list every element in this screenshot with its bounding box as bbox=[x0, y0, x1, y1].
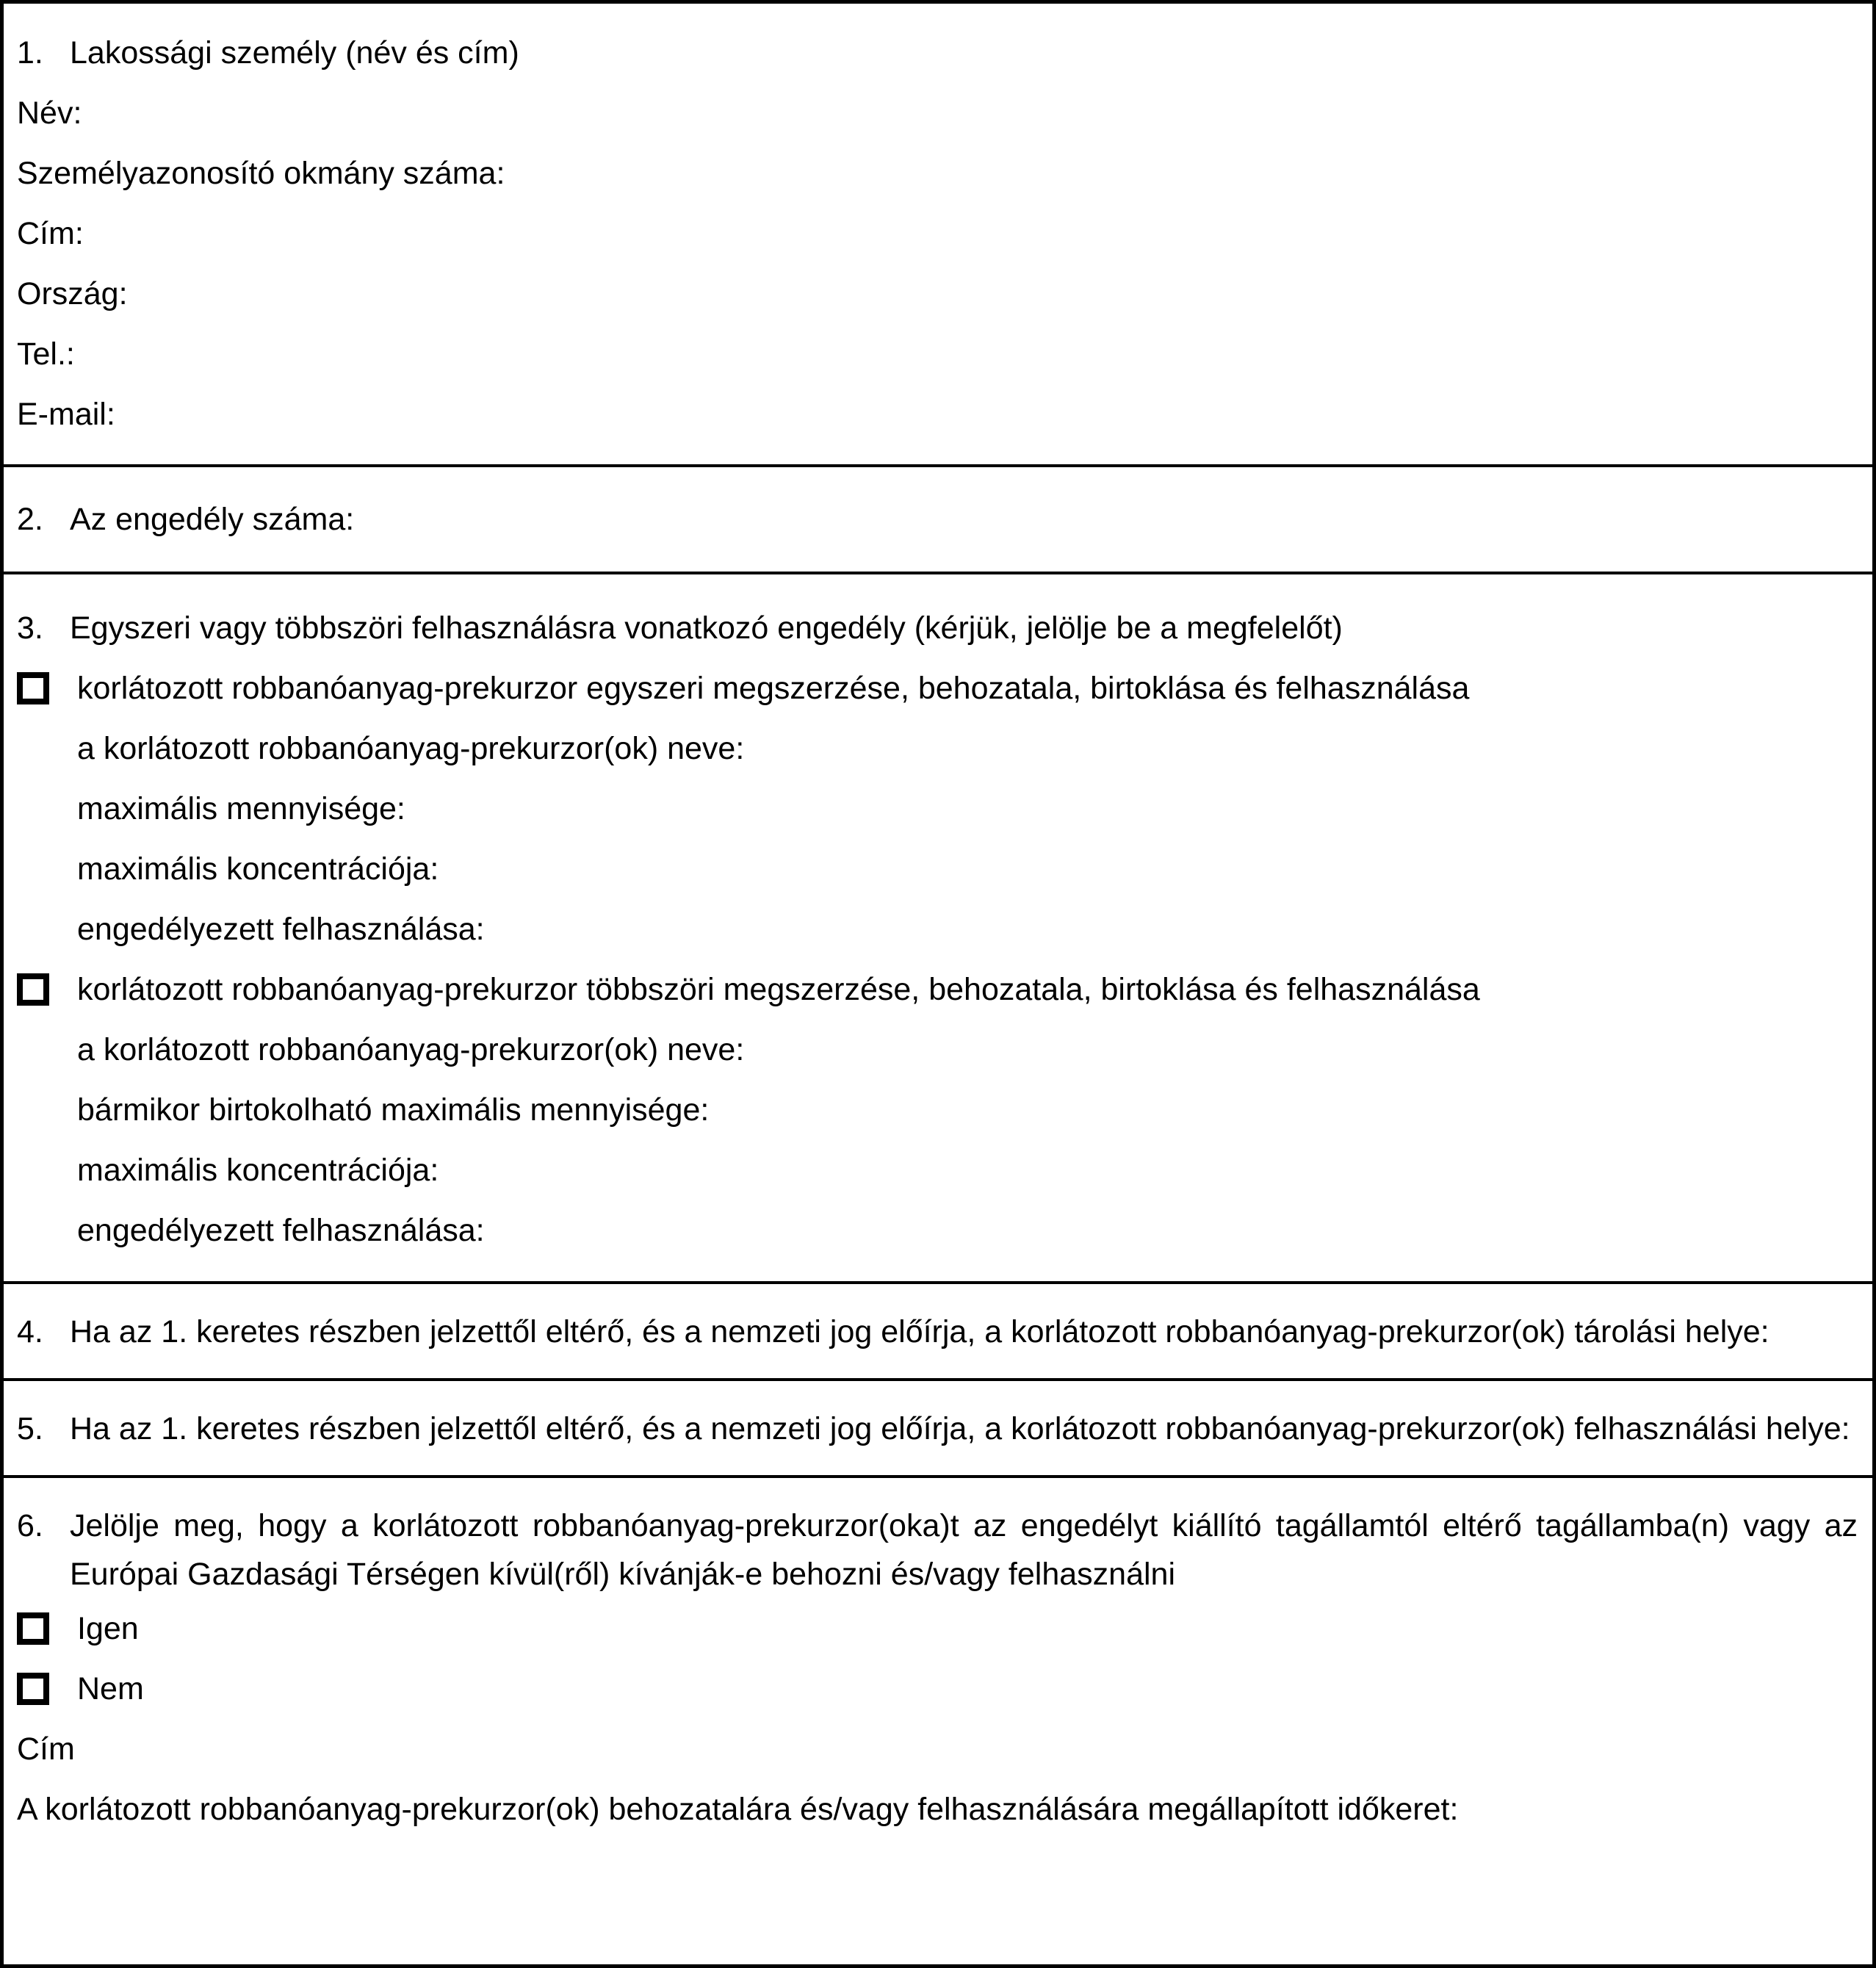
field-label-barmikor-max-mennyiseg: bármikor birtokolható maximális mennyisége: bbox=[77, 1092, 710, 1128]
option-nem bbox=[17, 1659, 1858, 1719]
section-title: Ha az 1. keretes részben jelzettől eltérő, és a nemzeti jog előírja, a korlátozott robbanóanyag-prekurzor(ok) tárolási helye: bbox=[70, 1314, 1769, 1349]
form-section-3 bbox=[4, 574, 1872, 1284]
section-number: 2. bbox=[17, 502, 43, 537]
field-label-engedelyezett-felhasznalas: engedélyezett felhasználása: bbox=[77, 1213, 485, 1248]
field-label-engedelyezett-felhasznalas: engedélyezett felhasználása: bbox=[77, 912, 485, 947]
section-title: Ha az 1. keretes részben jelzettől eltérő, és a nemzeti jog előírja, a korlátozott robbanóanyag-prekurzor(ok) felhasználási helye: bbox=[70, 1411, 1850, 1446]
field-label-max-koncentracio: maximális koncentrációja: bbox=[77, 1153, 439, 1188]
field-label-nev: Név: bbox=[17, 95, 82, 131]
form-section-5 bbox=[4, 1381, 1872, 1478]
section-number: 6. bbox=[17, 1508, 43, 1543]
form-section-4 bbox=[4, 1284, 1872, 1381]
checkbox-cell bbox=[17, 1598, 77, 1659]
checkbox-cell bbox=[17, 959, 77, 1020]
section-title: Egyszeri vagy többszöri felhasználásra vonatkozó engedély (kérjük, jelölje be a megfelelőt) bbox=[70, 610, 1343, 646]
section-title: Az engedély száma: bbox=[70, 502, 355, 537]
section-number: 3. bbox=[17, 610, 43, 646]
option-multiple-use bbox=[17, 959, 1858, 1020]
checkbox-multiple-use-icon[interactable] bbox=[17, 973, 49, 1006]
option-label: Igen bbox=[77, 1611, 139, 1646]
form-section-1 bbox=[4, 4, 1872, 467]
field-label-cim: Cím: bbox=[17, 216, 84, 251]
field-label-orszag: Ország: bbox=[17, 276, 128, 311]
field-label-cim: Cím bbox=[17, 1731, 75, 1767]
section-title: Jelölje meg, hogy a korlátozott robbanóanyag-prekurzor(oka)t az engedélyt kiállító tagállamtól eltérő tagállamba(n) vagy az Európai Gazdasági Térségen kívül(ről) kívánják-e behozni és/vagy felhasználni bbox=[70, 1508, 1858, 1592]
section-title: Lakossági személy (név és cím) bbox=[70, 35, 519, 71]
option-igen bbox=[17, 1598, 1858, 1659]
option-single-use bbox=[17, 658, 1858, 718]
field-label-email: E-mail: bbox=[17, 397, 115, 432]
field-label-okmany-szama: Személyazonosító okmány száma: bbox=[17, 156, 505, 191]
section-2-heading bbox=[17, 489, 1858, 549]
section-1-heading bbox=[17, 23, 1858, 83]
section-6-heading bbox=[17, 1502, 1858, 1598]
form-section-2 bbox=[4, 467, 1872, 574]
checkbox-nem-icon[interactable] bbox=[17, 1673, 49, 1705]
option-label: Nem bbox=[77, 1671, 144, 1706]
section-4-heading bbox=[17, 1308, 1858, 1356]
section-number: 4. bbox=[17, 1314, 43, 1349]
section-number: 1. bbox=[17, 35, 43, 71]
field-label-tel: Tel.: bbox=[17, 336, 75, 372]
checkbox-cell bbox=[17, 658, 77, 718]
checkbox-cell bbox=[17, 1659, 77, 1719]
field-label-prekurzor-neve: a korlátozott robbanóanyag-prekurzor(ok) neve: bbox=[77, 731, 745, 766]
form-section-6 bbox=[4, 1478, 1872, 1861]
field-label-prekurzor-neve: a korlátozott robbanóanyag-prekurzor(ok) neve: bbox=[77, 1032, 745, 1067]
section-5-heading bbox=[17, 1405, 1858, 1453]
section-3-heading bbox=[17, 598, 1858, 658]
checkbox-single-use-icon[interactable] bbox=[17, 672, 49, 704]
checkbox-igen-icon[interactable] bbox=[17, 1612, 49, 1645]
field-label-idokeret: A korlátozott robbanóanyag-prekurzor(ok) behozatalára és/vagy felhasználására megállapított időkeret: bbox=[17, 1792, 1459, 1827]
option-label: korlátozott robbanóanyag-prekurzor többszöri megszerzése, behozatala, birtoklása és felhasználása bbox=[77, 972, 1480, 1007]
field-label-max-mennyiseg: maximális mennyisége: bbox=[77, 791, 405, 826]
field-label-max-koncentracio: maximális koncentrációja: bbox=[77, 851, 439, 887]
section-number: 5. bbox=[17, 1411, 43, 1446]
option-label: korlátozott robbanóanyag-prekurzor egyszeri megszerzése, behozatala, birtoklása és felhasználása bbox=[77, 671, 1470, 706]
